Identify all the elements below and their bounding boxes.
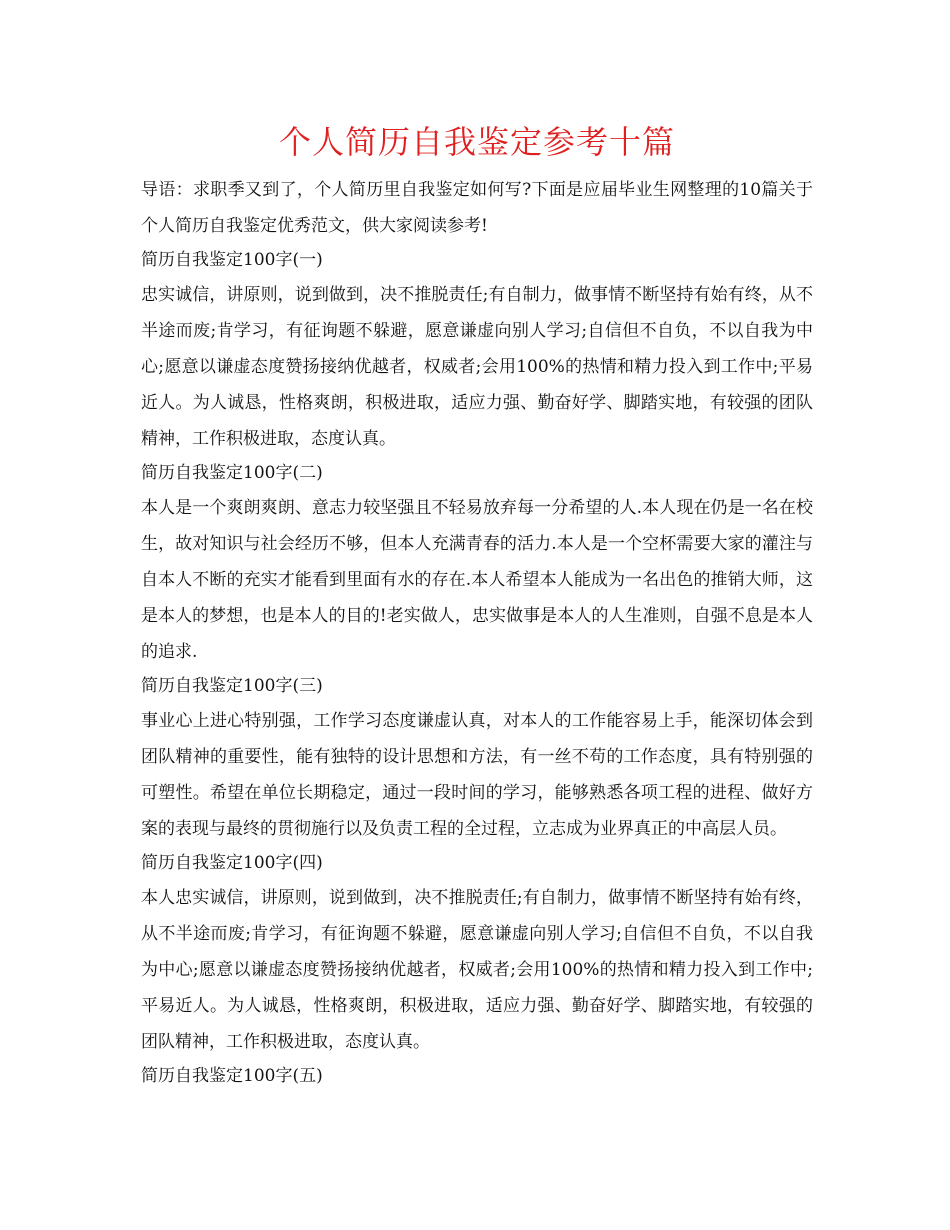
intro-paragraph: 导语：求职季又到了，个人简历里自我鉴定如何写?下面是应届毕业生网整理的10篇关于个人简历自我鉴定优秀范文，供大家阅读参考! (141, 180, 813, 236)
section-body-2: 本人是一个爽朗爽朗、意志力较坚强且不轻易放弃每一分希望的人.本人现在仍是一名在校生，故对知识与社会经历不够，但本人充满青春的活力.本人是一个空杯需要大家的灌注与自本人不断的充实才能看到里面有水的存在.本人希望本人能成为一名出色的推销大师，这是本人的梦想，也是本人的目的!老实做人，忠实做事是本人的人生准则，自强不息是本人的追求. (141, 498, 813, 662)
section-body-3: 事业心上进心特别强，工作学习态度谦虚认真，对本人的工作能容易上手，能深切体会到团队精神的重要性，能有独特的设计思想和方法，有一丝不苟的工作态度，具有特别强的可塑性。希望在单位长期稳定，通过一段时间的学习，能够熟悉各项工程的进程、做好方案的表现与最终的贯彻施行以及负责工程的全过程，立志成为业界真正的中高层人员。 (141, 711, 813, 839)
section-heading-2: 简历自我鉴定100字(二) (141, 463, 323, 483)
section-body-4: 本人忠实诚信，讲原则，说到做到，决不推脱责任;有自制力，做事情不断坚持有始有终，从不半途而废;肯学习，有征询题不躲避，愿意谦虚向别人学习;自信但不自负，不以自我为中心;愿意以谦虚态度赞扬接纳优越者，权威者;会用100%的热情和精力投入到工作中;平易近人。为人诚恳，性格爽朗，积极进取，适应力强、勤奋好学、脚踏实地，有较强的团队精神，工作积极进取，态度认真。 (141, 888, 813, 1052)
section-heading-1: 简历自我鉴定100字(一) (141, 250, 323, 270)
document-title: 个人简历自我鉴定参考十篇 (278, 123, 675, 161)
section-heading-3: 简历自我鉴定100字(三) (141, 676, 323, 696)
section-body-1: 忠实诚信，讲原则，说到做到，决不推脱责任;有自制力，做事情不断坚持有始有终，从不半途而废;肯学习，有征询题不躲避，愿意谦虚向别人学习;自信但不自负，不以自我为中心;愿意以谦虚态度赞扬接纳优越者，权威者;会用100%的热情和精力投入到工作中;平易近人。为人诚恳，性格爽朗，积极进取，适应力强、勤奋好学、脚踏实地，有较强的团队精神，工作积极进取，态度认真。 (141, 285, 813, 449)
section-heading-5: 简历自我鉴定100字(五) (141, 1066, 323, 1086)
section-heading-4: 简历自我鉴定100字(四) (141, 853, 323, 873)
document-page (141, 118, 813, 1093)
